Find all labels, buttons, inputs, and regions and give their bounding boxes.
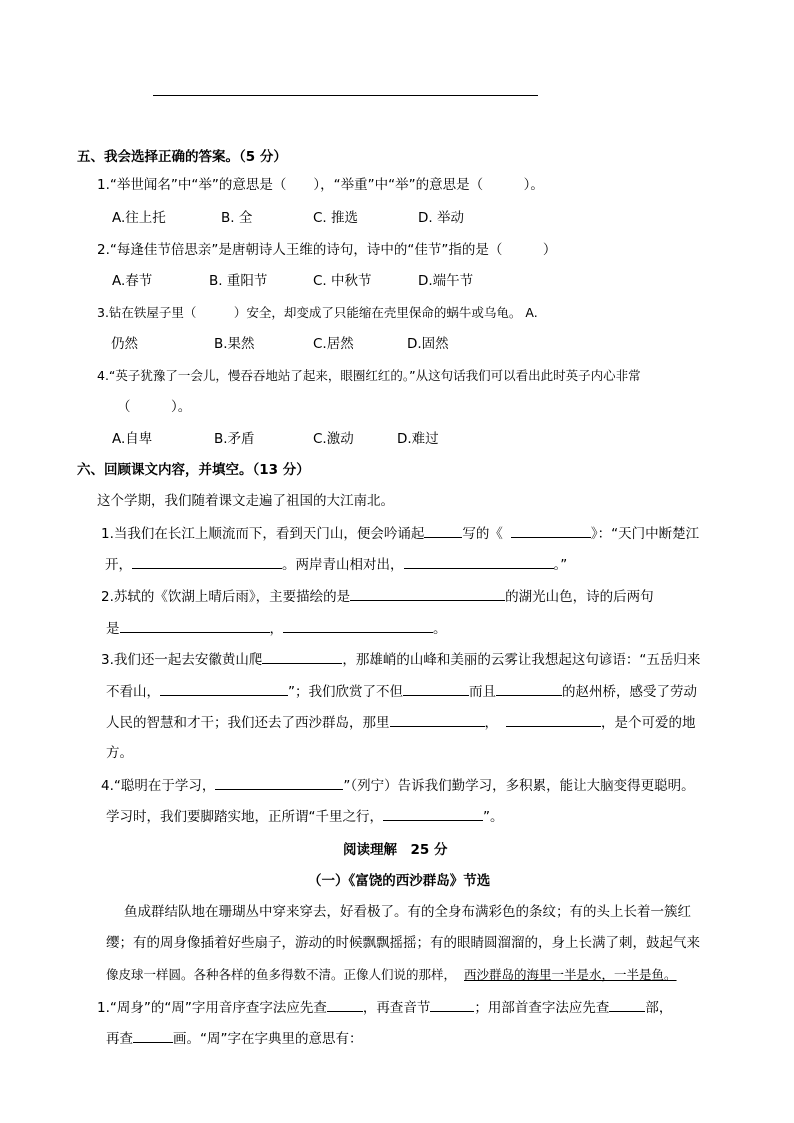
q6-2-line2 [106,618,447,639]
reading-q1-text-6: 画。“周”字在字典里的意思有： [173,1031,363,1047]
reading-q1-text-5: 再查 [106,1031,133,1047]
q6-4-line1 [101,775,695,796]
q6-2-text-1: 2.苏轼的《饮湖上晴后雨》，主要描绘的是 [101,589,351,605]
q5-3-option-c: C.居然 [313,336,354,352]
q5-2-option-c: C. 中秋节 [313,273,372,289]
q6-4-text-3: 学习时，我们要脚踏实地，正所谓“千里之行， [106,809,383,825]
q6-4-text-2: ”（列宁）告诉我们勤学习，多积累，能让大脑变得更聪明。 [343,778,695,794]
q5-4-option-c: C.激动 [313,431,354,447]
q6-4-line2 [106,806,504,827]
q6-3-text-6: 的赵州桥，感受了劳动 [562,684,697,700]
reading-q1-blank-strokes[interactable] [133,1028,173,1043]
reading-q1-blank-radical[interactable] [609,997,645,1012]
q6-3-blank-bridge-2[interactable] [496,681,562,696]
q6-2-text-2: 的湖光山色，诗的后两句 [505,589,654,605]
q6-3-text-5: 而且 [469,684,496,700]
reading-q1-blank-letter[interactable] [327,997,363,1012]
reading-heading: 阅读理解 25 分 [343,842,448,858]
q5-4-option-a: A.自卑 [112,431,153,447]
section-5-heading: 五、我会选择正确的答案。（5 分） [77,149,287,165]
reading-q1-text-1: 1.“周身”的“周”字用音序查字法应先查 [97,1000,327,1016]
q6-3-text-4: ”；我们欣赏了不但 [288,684,403,700]
q5-3-option-b: B.果然 [214,336,255,352]
q6-2-text-3: 是 [106,621,120,637]
q6-3-blank-proverb[interactable] [160,681,288,696]
q6-4-text-1: 4.“聪明在于学习， [101,778,216,794]
q6-1-blank-line2[interactable] [132,554,282,569]
q6-3-blank-xisha-1[interactable] [390,712,485,727]
q6-4-blank-proverb[interactable] [383,806,483,821]
q6-3-text-8: ， [484,715,498,731]
reading-q1-line2 [106,1028,363,1049]
q6-3-line2 [106,681,697,702]
q6-3-blank-bridge-1[interactable] [403,681,469,696]
q6-4-text-4: ”。 [483,809,504,825]
section-6-intro: 这个学期，我们随着课文走遍了祖国的大江南北。 [97,493,394,509]
q5-1-option-a: A.往上托 [112,210,166,226]
reading-q1-text-2: ，再查音节 [362,1000,431,1016]
q6-1-blank-author[interactable] [424,523,462,538]
q5-1-option-b: B. 全 [221,210,253,226]
q6-1-text-2: 写的《 [462,526,503,542]
q6-3-line4: 方。 [106,745,133,761]
q6-3-blank-mountain[interactable] [262,649,342,664]
q5-1-option-c: C. 推选 [313,210,359,226]
q5-3-option-a: 仍然 [111,336,138,352]
q6-4-blank-quote[interactable] [215,775,343,790]
q6-3-text-2: ，那雄峭的山峰和美丽的云雾让我想起这句谚语：“五岳归来 [342,652,701,668]
q6-1-line1 [101,523,699,544]
passage-underlined-sentence: 西沙群岛的海里一半是水，一半是鱼。 [464,967,677,982]
q6-2-blank-line3[interactable] [120,618,270,633]
q6-1-text-6: 。” [553,557,568,573]
q6-3-line1 [101,649,700,670]
passage-line-2: 缨；有的周身像插着好些扇子，游动的时候飘飘摇摇；有的眼睛圆溜溜的，身上长满了刺，鼓起气来 [106,935,700,951]
q5-1-stem: 1.“举世闻名”中“举”的意思是（ ），“举重”中“举”的意思是（ ）。 [97,177,544,193]
q6-3-line3 [106,712,696,733]
q5-1-option-d: D. 举动 [418,210,464,226]
q6-3-blank-xisha-2[interactable] [506,712,601,727]
q5-4-option-d: D.难过 [397,431,439,447]
q6-1-blank-title[interactable] [511,523,591,538]
passage-line-3-text: 像皮球一样圆。各种各样的鱼多得数不清。正像人们说的那样， [106,967,457,982]
reading-q1-text-4: 部， [645,1000,673,1016]
q5-4-stem-cont: （ ）。 [117,399,192,415]
q5-3-option-d: D.固然 [407,336,449,352]
passage-line-3 [106,965,677,985]
q5-2-option-b: B. 重阳节 [209,273,268,289]
q5-2-stem: 2.“每逢佳节倍思亲”是唐朝诗人王维的诗句，诗中的“佳节”指的是（ ） [97,242,557,258]
q6-1-blank-line4[interactable] [404,554,554,569]
q6-2-line1 [101,586,654,607]
q5-4-stem: 4.“英子犹豫了一会儿，慢吞吞地站了起来，眼圈红红的。”从这句话我们可以看出此时英子内心非常 [97,368,641,383]
passage-line-1: 鱼成群结队地在珊瑚丛中穿来穿去，好看极了。有的全身布满彩色的条纹；有的头上长着一簇红 [124,904,691,920]
q5-3-stem: 3.钻在铁屋子里（ ）安全，却变成了只能缩在壳里保命的蜗牛或乌龟。 A. [97,305,538,320]
q6-1-text-4: 开， [105,557,132,573]
reading-q1-blank-syllable[interactable] [430,997,474,1012]
q6-1-line2 [105,554,567,575]
q6-3-text-1: 3.我们还一起去安徽黄山爬 [101,652,263,668]
q5-2-option-a: A.春节 [112,273,153,289]
q5-4-option-b: B.矛盾 [214,431,255,447]
answer-line [153,95,538,96]
q6-1-text-1: 1.当我们在长江上顺流而下，看到天门山，便会吟诵起 [101,526,425,542]
q6-2-blank-line4[interactable] [283,618,433,633]
q6-1-text-5: 。两岸青山相对出， [282,557,404,573]
q6-3-text-7: 人民的智慧和才干；我们还去了西沙群岛，那里 [106,715,390,731]
q6-3-text-9: ，是个可爱的地 [601,715,696,731]
q6-2-text-4: ， [269,621,283,637]
q5-2-option-d: D.端午节 [418,273,474,289]
q6-1-text-3: 》：“天门中断楚江 [590,526,700,542]
reading-passage-title: （一）《富饶的西沙群岛》节选 [308,873,491,889]
q6-3-text-3: 不看山， [106,684,160,700]
q6-2-blank-place[interactable] [350,586,505,601]
section-6-heading: 六、回顾课文内容，并填空。（13 分） [77,462,310,478]
reading-q1-line1 [97,997,672,1018]
q6-2-text-5: 。 [433,621,447,637]
reading-q1-text-3: ；用部首查字法应先查 [474,1000,610,1016]
